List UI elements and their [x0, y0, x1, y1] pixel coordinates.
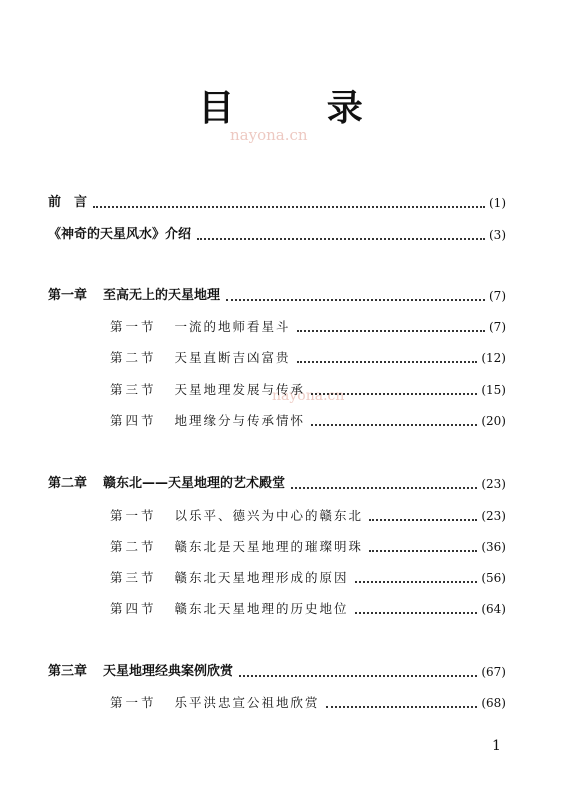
dot-leader — [93, 206, 485, 208]
dot-leader — [311, 393, 477, 395]
section-title: 以乐平、德兴为中心的赣东北 — [174, 508, 364, 523]
table-of-contents — [48, 0, 506, 786]
dot-leader — [355, 612, 478, 614]
section-number: 第三节 — [110, 570, 157, 585]
toc-entry-page: (3) — [489, 228, 506, 242]
toc-entry-page: (7) — [489, 320, 506, 334]
toc-chapter-1[interactable] — [48, 285, 506, 305]
toc-entry-front-1[interactable] — [48, 192, 506, 212]
toc-entry-page: (12) — [481, 351, 506, 365]
toc-section-2-4[interactable] — [110, 598, 506, 618]
toc-entry-label: 前 言 — [48, 195, 88, 210]
toc-entry-page: (36) — [481, 540, 506, 554]
section-title: 一流的地师看星斗 — [174, 319, 291, 334]
dot-leader — [291, 487, 477, 489]
chapter-title: 赣东北——天星地理的艺术殿堂 — [103, 476, 286, 491]
toc-entry-page: (64) — [481, 602, 506, 616]
section-number: 第四节 — [110, 601, 157, 616]
chapter-number: 第三章 — [48, 664, 88, 679]
dot-leader — [297, 361, 478, 363]
toc-entry-page: (67) — [481, 665, 506, 679]
dot-leader — [326, 706, 478, 708]
toc-entry-page: (68) — [481, 696, 506, 710]
chapter-title: 至高无上的天星地理 — [103, 288, 221, 303]
dot-leader — [311, 424, 477, 426]
toc-entry-page: (56) — [481, 571, 506, 585]
section-number: 第一节 — [110, 695, 157, 710]
watermark: nayona.cn — [230, 126, 308, 144]
page-number: 1 — [492, 738, 501, 754]
section-number: 第二节 — [110, 539, 157, 554]
page-title: 目 录 — [198, 88, 403, 129]
toc-section-2-1[interactable] — [110, 505, 506, 525]
section-title: 地理缘分与传承情怀 — [174, 413, 306, 428]
toc-entry-page: (15) — [481, 383, 506, 397]
section-title: 乐平洪忠宣公祖地欣赏 — [174, 695, 320, 710]
dot-leader — [239, 675, 477, 677]
section-number: 第三节 — [110, 382, 157, 397]
section-title: 赣东北是天星地理的璀璨明珠 — [174, 539, 364, 554]
section-number: 第四节 — [110, 413, 157, 428]
section-title: 赣东北天星地理的历史地位 — [174, 601, 349, 616]
dot-leader — [197, 238, 485, 240]
dot-leader — [226, 299, 485, 301]
toc-section-1-2[interactable] — [110, 347, 506, 367]
toc-entry-label: 《神奇的天星风水》介绍 — [48, 227, 192, 242]
section-number: 第一节 — [110, 508, 157, 523]
toc-section-2-2[interactable] — [110, 536, 506, 556]
toc-section-2-3[interactable] — [110, 567, 506, 587]
toc-chapter-2[interactable] — [48, 473, 506, 493]
toc-entry-page: (23) — [481, 477, 506, 491]
toc-entry-page: (7) — [489, 289, 506, 303]
toc-entry-page: (23) — [481, 509, 506, 523]
chapter-title: 天星地理经典案例欣赏 — [103, 664, 234, 679]
watermark: nayona.cn — [272, 388, 345, 404]
section-title: 赣东北天星地理形成的原因 — [174, 570, 349, 585]
section-title: 天星直断吉凶富贵 — [174, 350, 291, 365]
dot-leader — [369, 519, 477, 521]
section-title: 天星地理发展与传承 — [174, 382, 306, 397]
chapter-number: 第一章 — [48, 288, 88, 303]
toc-entry-page: (1) — [489, 196, 506, 210]
section-number: 第二节 — [110, 350, 157, 365]
chapter-number: 第二章 — [48, 476, 88, 491]
toc-section-1-4[interactable] — [110, 410, 506, 430]
dot-leader — [369, 550, 477, 552]
toc-chapter-3[interactable] — [48, 661, 506, 681]
dot-leader — [297, 330, 485, 332]
dot-leader — [355, 581, 478, 583]
section-number: 第一节 — [110, 319, 157, 334]
toc-entry-page: (20) — [481, 414, 506, 428]
toc-section-3-1[interactable] — [110, 692, 506, 712]
toc-section-1-3[interactable] — [110, 379, 506, 399]
toc-entry-front-2[interactable] — [48, 224, 506, 244]
toc-section-1-1[interactable] — [110, 316, 506, 336]
